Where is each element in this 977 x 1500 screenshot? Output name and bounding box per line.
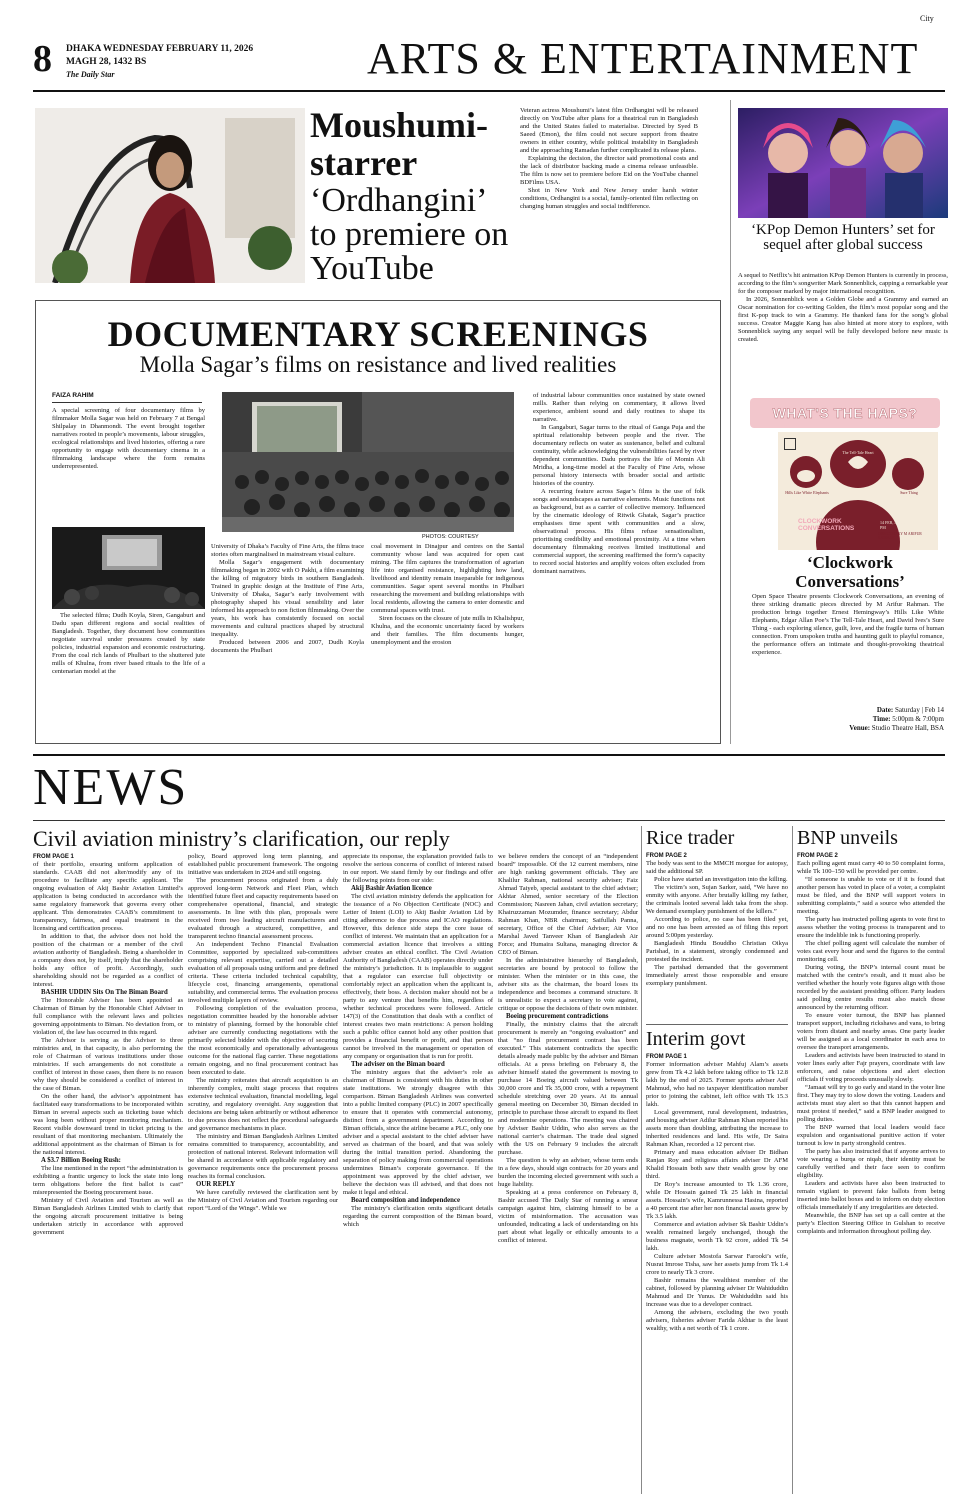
poster-item-3: Sure Thing (900, 490, 918, 495)
civil-c1-p2: In addition to that, the advisor does not hold the position of the chairman or a member of the civil aviation authority of Bangladesh. Being a shareholder in a company does not, by itself, imply that the shareholder holds any office of profit. Accordingly, such shareholding should not be regarded as a conflict of interest. (33, 933, 183, 988)
poster-date: 14 FEB, 5 PM & 7 PM (880, 520, 911, 530)
bnp-headline: BNP unveils (797, 827, 898, 849)
doc-col4-p1: of industrial labour communities once sustained by state owned mills. Rather than relying on commentary, it allows lived experience, ambient sound and daily routines to shape its narrative. (533, 392, 705, 423)
haps-banner-text: WHAT'S THE HAPS? (772, 405, 918, 421)
haps-banner (750, 398, 940, 428)
bnp-p10: The party has also instructed that if anyone arrives to vote wearing a burqa or niqab, their identity must be carefully verified and their face seen to confirm eligibility. (797, 1148, 945, 1179)
bnp-p7: Leaders and activists have been instructed to stand in voter lines early after Fajr prayers, coordinate with law enforcers, and raise objections and alert election officials if voting proceeds unusually slowly. (797, 1052, 945, 1083)
civil-headline: Civil aviation ministry’s clarification, our reply (33, 826, 450, 851)
haps-venue: Venue: Studio Theatre Hall, BSA (849, 724, 944, 732)
civil-c2-p2: The procurement process originated from a duly approved long-term Network and Fleet Plan, which identified future fleet and capacity requirements based on comprehensive operational, financial, and strategic assessments. In line with this plan, proposals were received from two leading aircraft manufacturers and evaluated through a structured, competitive, and transparent techno financial assessment process. (188, 877, 338, 940)
section-title: ARTS & ENTERTAINMENT (367, 34, 919, 83)
civil-c4b-p2: The question is why an adviser, whose term ends in a few days, should sign contracts for 20 years and burden the incoming elected government with such a huge liability. (498, 1157, 638, 1188)
haps-time: Time: 5:00pm & 7:00pm (872, 715, 944, 723)
moushumi-p1: Veteran actress Moushumi’s latest film Ordhangini will be released directly on YouTube after plans for a theatrical run in Bangladesh and the United States failed to materialise. Directed by Syed B Saeed (Emon), the film could not secure support from theatre owners in either country, while political instability in Bangladesh and the approaching Ramadan further complicated its release plans. (520, 107, 698, 154)
interim-p3: Primary and mass education adviser Dr Bidhan Ranjan Roy and religious affairs adviser Dr AFM Khalid Hossain both saw their wealth grow by one third. (646, 1149, 788, 1180)
haps-body (752, 593, 944, 683)
rice-p6: The parishad demanded that the government immediately arrest those responsible and ensure exemplary punishment. (646, 964, 788, 987)
interim-p1: Former information adviser Mahfuj Alam’s assets grew from Tk 4.2 lakh before taking office to Tk 12.8 lakh by the end of 2025. Former sports adviser Asif Mahmud, who had no taxpayer identification number prior to joining the cabinet, left office with Tk 15.3 lakh. (646, 1061, 788, 1108)
civil-c4b-p1: Finally, the ministry claims that the aircraft procurement is merely an “ongoing evaluation” and that “no final procurement contract has been executed.” This statement contradicts the specific details already made public by the adviser and Biman officials. At a press briefing on February 8, the adviser himself stated the government is moving to purchase 14 Boeing aircraft valued between Tk 30,000 crore and Tk 35,000 crore, with a repayment schedule stretching over 20 years. At its annual general meeting on December 30, Biman decided in principle to purchase those aircraft to expand its fleet and modernise operations. The meeting was chaired by Adviser Bashir Uddin, who also serves as the national carrier’s chairman. The trade deal signed with the US on February 9 includes the aircraft purchase. (498, 1021, 638, 1156)
bnp-p4: The chief polling agent will calculate the number of votes cast every hour and send the figures to the central monitoring cell. (797, 940, 945, 963)
doc-intro-p: A special screening of four documentary films by filmmaker Molla Sagar was held on February 7 at Bengal Shilpalay in Dhanmondi. The event brought together narratives rooted in people’s movements, labour struggles, ecological relationships and lived histories, offering a rare opportunity to engage with documentary cinema in a filmmaking landscape where the form remains underrepresented. (52, 407, 205, 470)
moushumi-photo (35, 108, 305, 283)
poster-item-2: The Tell-Tale Heart (842, 450, 874, 455)
bnp-p12: Meanwhile, the BNP has set up a call centre at the party’s Election Steering Office in Gulshan to receive complaints and information throughout polling day. (797, 1212, 945, 1235)
bnp-p8: “Jamaat will try to go early and stand in the voter line first. They may try to slow down the voting. Leaders and activists must stay alert so that this cannot happen and must protest if needed,” said a BNP leader assigned to polling duties. (797, 1084, 945, 1123)
interim-p2: Local government, rural development, industries, and housing adviser Adilur Rahman Khan reported his assets more than doubling, attributing the increase to inherited residences and land. His wife, Dr Saira Rahman Khan, recorded a 12 percent rise. (646, 1109, 788, 1148)
civil-c2-p6: The ministry and Biman Bangladesh Airlines Limited remains committed to transparency, accountability, and protection of national interest. Relevant information will be shared in accordance with applicable regulatory and governance requirements once the procurement process reaches its formal conclusion. (188, 1133, 338, 1180)
civil-c3c-p: The ministry argues that the adviser’s role as chairman of Biman is consistent with his duties in other state institutions. We strongly disagree with this comparison. Biman Bangladesh Airlines was converted into a public limited company (PLC) in 2007 specifically to ensure that it operates with commercial autonomy, distinct from a government department. According to Biman officials, since the airline became a PLC, only one adviser and a special assistant to the chief adviser have served as chairman of the board, and that was solely during the initial transition period. Abandoning the separation of policy making from commercial operations undermines Biman’s corporate governance. If the appointment was approved by the chief adviser, we believe the decision was ill advised, and that does not make it legal and ethical. (343, 1069, 493, 1196)
civil-c1-p1: of their portfolio, ensuring uniform application of standards. CAAB did not alter/modify any of its procedure to facilitate any specific applicant. The ongoing evaluation of Akij Bashir Aviation Limited’s application is being conducted in accordance with the same regulatory framework that governs every other applicant. This demonstrates CAAB’s commitment to transparency, fairness, and equal treatment in the licensing and certification process. (33, 861, 183, 932)
doc-col3-p1: coal movement in Dinajpur and centres on the Santal community whose land was acquired for open cast mining. The film captures the transformation of agrarian life into organised resistance, highlighting how land, livelihood and identity remain inseparable for indigenous communities. Sagar spent several months in Phulbari researching the movement and building relationships with local residents, allowing the camera to enter domestic and communal spaces with trust. (371, 543, 524, 614)
civil-c2-p1: policy, Board approved long term planning, and established public procurement framework. The ongoing initiative was undertaken in 2024 and still ongoing. (188, 853, 338, 876)
civil-c1b-p1: The Honorable Adviser has been appointed as Chairman of Biman by the Honorable Chief Adviser in full compliance with the relevant laws and policies governing appointments to Biman. No deviation from, or violation of, the law has occurred in this regard. (33, 997, 183, 1036)
news-section-title: NEWS (33, 759, 189, 816)
doc-col2 (211, 543, 364, 740)
bnp-from: FROM PAGE 2 (797, 853, 838, 859)
rice-headline: Rice trader (646, 827, 735, 849)
doc-photo-large (222, 392, 514, 532)
interim-p5: Commerce and aviation adviser Sk Bashir Uddin’s wealth remained largely unchanged, though the business magnate, worth Tk 92 crore, added Tk 54 lakh. (646, 1221, 788, 1252)
doc-col1-p: The selected films; Dudh Koyla, Siren, Gangaburi and Dadu span different regions and social realities of Bangladesh. Together, they document how communities negotiate survival under pressures created by state policies, industrial expansion and economic restructuring. From the coal rich lands of Phulbari to the shuttered jute mills of Khulna, from river based rituals to the life of a centenarian model at the (52, 612, 205, 675)
kpop-p2: In 2026, Sonnenblick won a Golden Globe and a Grammy and earned an Oscar nomination for co-writing Golden, the film’s most popular song and the first K-pop track to win a Grammy. He thanked fans for the song’s global success. Creator Maggie Kang has also hinted at more story to explore, with Sonnenblick saying any sequel will be fully developed before new music is created. (738, 296, 948, 343)
documentary-headline: DOCUMENTARY SCREENINGS (107, 314, 649, 354)
civil-c2-sub: OUR REPLY (196, 1181, 236, 1188)
interim-p4: Dr Roy’s increase amounted to Tk 1.36 crore, while Dr Hossain gained Tk 25 lakh in financial assets. Hossain’s wife, Kamrunnessa Hasina, reported a 40 percent rise after her non financial assets grew by Tk 3.5 lakh. (646, 1181, 788, 1220)
moushumi-headline-bold: Moushumi-starrer (310, 105, 489, 183)
moushumi-p2: Explaining the decision, the director said promotional costs and the lack of distributor backing made a cinema release unfeasible. The film is now set to premiere before Eid on the YouTube channel BDFilms USA. (520, 155, 698, 186)
interim-p7: Bashir remains the wealthiest member of the cabinet, followed by planning adviser Dr Wahiduddin Mahmud and Dr Yunus. Dr Wahiduddin said his increase was due to a developer contract. (646, 1277, 788, 1308)
civil-c4-p2: In the administrative hierarchy of Bangladesh, secretaries are bound by protocol to follow the minister. When the minister or in this case, the adviser sits as the chairman, the board loses its independence and becomes a command structure. It is unrealistic to expect a secretary to vote against, critique or oppose the decisions of their own minister. (498, 957, 638, 1012)
civil-c4-sub: Boeing procurement contradictions (506, 1013, 609, 1020)
doc-col4 (533, 392, 705, 740)
doc-photo-credit: PHOTOS: COURTESY (422, 534, 479, 540)
civil-c3-sub1: Akij Bashir Aviation licence (351, 885, 432, 892)
bnp-p11: Leaders and activists have also been instructed to remain vigilant to prevent fake ballots from being inserted into ballot boxes and to inform on duty election officials immediately if any irregularities are detected. (797, 1180, 945, 1211)
bnp-p5: During voting, the BNP’s internal count must be matched with the centre’s result, and it must also be verified whether the hourly vote figures align with those recorded by the assistant presiding officer. Party leaders said polling centre results must also match those announced by the returning officer. (797, 964, 945, 1011)
haps-schedule (752, 706, 944, 733)
poster-director: DIRECTED BY M ARIFUR RAHMAN (878, 532, 922, 540)
civil-c3-sub2: The adviser on the Biman board (351, 1061, 445, 1068)
civil-c1b-p3: On the other hand, the advisor’s appointment has facilitated easy transformations to be incorporated within Biman in several aspects such as ticketing issue which was long been without proper monitoring mechanism. Recent visible downward trend in ticket pricing is the resultant of that monitoring mechanism. Ultimately the additional appointment as the chairman of Biman is for the national interest. (33, 1093, 183, 1156)
interim-p8: Among the advisers, excluding the two youth advisers, fisheries adviser Farida Akhtar is the least wealthy, with a net worth of Tk 1 crore. (646, 1309, 788, 1332)
rice-p1: The body was sent to the MMCH morgue for autopsy, said the additional SP. (646, 860, 788, 875)
moushumi-headline: ‘Ordhangini’ to premiere on YouTube (310, 182, 509, 287)
bnp-p6: To ensure voter turnout, the BNP has planned transport support, including rickshaws and vans, to bring voters from distant and nearby areas. One party leader will be assigned as a local coordinator in each area to oversee the transport arrangements. (797, 1012, 945, 1051)
civil-c1-sub1: BASHIR UDDIN Sits On The Biman Board (41, 989, 168, 996)
bangla-date: MAGH 28, 1432 BS (66, 57, 147, 67)
rice-p4: According to police, no case has been filed yet, and no one has been arrested as of filing this report around 5:00pm yesterday. (646, 916, 788, 939)
bnp-p2: “If someone is unable to vote or if it is found that another person has voted in place of a voter, a complaint must be filed, and the BNP will support voters in submitting complaints,” said a source who attended the meeting. (797, 876, 945, 915)
paper-logo: The Daily Star (66, 70, 115, 79)
doc-col3-p2: Siren focuses on the closure of jute mills in Khalishpur, Khulna, and the economic uncertainty faced by workers and their families. The film documents hunger, unemployment and the erosion (371, 615, 524, 646)
doc-col1-bottom (52, 612, 205, 740)
doc-col4-p3: A recurring feature across Sagar’s films is the use of folk songs and soundscapes as narrative elements. Music functions not as background, but as a carrier of collective memory. Influenced by the cinematic ideology of Ritwik Ghatak, Sagar’s practice emphasises time spent with communities and a slow, observational process. His films refuse sensationalism, prioritising credibility and emotional proximity. At a time when documentary filmmaking receives limited institutional and commercial support, the screening reaffirmed the form’s capacity to record social histories and amplify voices often excluded from dominant narratives. (533, 488, 705, 575)
haps-date: Date: Saturday | Feb 14 (876, 706, 944, 714)
civil-c3b-p: The civil aviation ministry defends the application for the issuance of a No Objection Certificate (NOC) and Letter of Intent (LOI) to Akij Bashir Aviation Ltd by citing adherence to due process and ICAO regulations. However, this defence side steps the core issue of conflict of interest. We maintain that an application for a commercial aviation licence that involves a sitting adviser creates an ethical conflict. The Civil Aviation Authority of Bangladesh (CAAB) operates directly under the ministry’s jurisdiction. It is implausible to suggest that a regulator can exercise full objectivity or comfortably reject an application when the applicant is, effectively, their boss. A decision maker should not be a party to any venture that benefits him, regardless of whether technical procedures were followed. Article 147(3) of the Constitution that deals with a conflict of interest creates two main restrictions: A person holding such a public office cannot hold any other position that provides a financial benefit or profit, and that person cannot be involved in the management or operation of any company or organisation that is run for profit. (343, 893, 493, 1060)
doc-photo-small (52, 527, 205, 609)
civil-from: FROM PAGE 1 (33, 854, 74, 860)
haps-p1: Open Space Theatre presents Clockwork Conversations, an evening of three striking dramatic pieces directed by M Arifur Rahman. The production brings together Ernest Hemingway’s Hills Like White Elephants, Edgar Allan Poe’s The Tell-Tale Heart, and David Ives’s Sure Thing - each exploring silence, guilt, love, and the fragile turns of human connection. From unspoken truths and haunting guilt to playful romance, the performance offers an intimate and thought-provoking theatrical experience. (752, 593, 944, 656)
haps-headline: ‘Clockwork Conversations’ (795, 553, 905, 591)
bnp-p1: Each polling agent must carry 40 to 50 complaint forms, while Tk 100–150 will be provided per centre. (797, 860, 945, 875)
rice-body (646, 852, 788, 1020)
documentary-subhead: Molla Sagar’s films on resistance and lived realities (139, 352, 617, 377)
civil-c1c-p1: The line mentioned in the report “the administration is exhibiting a frantic urgency to lock the state into long term obligations before the first ballot is cast” misrepresented the Boeing procurement issue. (33, 1165, 183, 1196)
doc-col2-p1: University of Dhaka’s Faculty of Fine Arts, the films trace stories often marginalised in mainstream visual culture. (211, 543, 364, 558)
civil-c1c-p2: Ministry of Civil Aviation and Tourism as well as Biman Bangladesh Airlines Limited wish to clarify that the ongoing aircraft procurement initiative is being undertaken strictly in accordance with approved government (33, 1197, 183, 1236)
kpop-headline: ‘KPop Demon Hunters’ set for sequel after global success (751, 222, 935, 253)
civil-col4 (498, 853, 638, 1493)
doc-col4-p2: In Gangaburi, Sagar turns to the ritual of Ganga Puja and the spiritual relationship between people and the river. The documentary reflects on water as sustenance, belief and cultural continuity, while acknowledging the vulnerabilities faced by river dependent communities. Dadu portrays the life of Momin Ali Mridha, a long-time model at the Faculty of Fine Arts, whose personal history intersects with broader social and artistic histories of the country. (533, 424, 705, 487)
interim-p6: Culture adviser Mostofa Sarwar Farooki’s wife, Nusrat Imrose Tisha, saw her assets jump from Tk 1.4 crore to nearly Tk 3 crore. (646, 1253, 788, 1276)
civil-c2-p3: An independent Techno Financial Evaluation Committee, supported by specialized sub-committees comprising relevant expertise, carried out a detailed evaluation of all proposals using uniform and pre defined criteria. These criteria included technical capability, lifecycle cost, financing arrangements, operational suitability, and commercial terms. The evaluation process involved multiple layers of review. (188, 941, 338, 1004)
civil-col3 (343, 853, 493, 1493)
interim-body (646, 1053, 788, 1493)
interim-from: FROM PAGE 1 (646, 1054, 687, 1060)
civil-c1b-p2: The Advisor is serving as the Adviser to three ministries and, in that capacity, is also performing the role of Chairman of various institutions under those ministries. If such arrangements do not constitute a conflict of interest in those cases, then there is no reason why they should be considered a conflict of interest in the case of Biman. (33, 1037, 183, 1092)
kpop-p1: A sequel to Netflix’s hit animation KPop Demon Hunters is currently in process, according to the film’s songwriter Mark Sonnenblick, capping a remarkable year for the composer marked by major international recognition. (738, 272, 948, 295)
moushumi-p3: Shot in New York and New Jersey under harsh winter conditions, Ordhangini is a social, family-oriented film reflecting on changing human struggles and social indifference. (520, 187, 698, 210)
civil-c4b-p3: Speaking at a press conference on February 8, Bashir accused The Daily Star of running a smear campaign against him, claiming himself to be a victim of misinformation. The accusation was unfounded, indicating a lack of understanding on his part about what legally or ethically amounts to a conflict of interest. (498, 1189, 638, 1244)
bnp-p3: The party has instructed polling agents to vote first to assess whether the voting process is transparent and to ensure the indelible ink is functioning properly. (797, 916, 945, 939)
doc-col2-p2: Molla Sagar’s engagement with documentary filmmaking began in 2002 with O Pakhi, a film examining the killing of migratory birds in southern Bangladesh. Trained in graphic design at the Institute of Fine Arts, University of Dhaka, Sagar’s early involvement with photography shaped his visual sensibility and later informed his approach to non fiction filmmaking. Over the years, his work has consistently focused on social movements and cultural practices shaped by structural inequality. (211, 559, 364, 638)
bnp-p9: The BNP warned that local leaders would face expulsion and organisational punitive action if voter turnout is low in party stronghold centres. (797, 1124, 945, 1147)
civil-c3d-p: The ministry’s clarification omits significant details regarding the current composition of the Biman board, which (343, 1205, 493, 1228)
kpop-body (738, 272, 948, 372)
doc-intro (52, 407, 205, 522)
poster-title: CLOCKWORK CONVERSATIONS (798, 518, 855, 532)
civil-c3-sub3: Board composition and independence (351, 1197, 460, 1204)
bnp-body (797, 852, 945, 1493)
date-line: DHAKA WEDNESDAY FEBRUARY 11, 2026 (66, 44, 254, 54)
civil-c2b-p: We have carefully reviewed the clarification sent by the Ministry of Civil Aviation and Tourism regarding our report “Lord of the Wings”. While we (188, 1189, 338, 1212)
interim-headline: Interim govt (646, 1028, 746, 1050)
moushumi-body (520, 107, 698, 290)
civil-c3-p1: appreciate its response, the explanation provided fails to resolve the serious concerns of conflict of interest raised in our report. We stand firmly by our findings and offer the following points from our side: (343, 853, 493, 884)
page-number: 8 (33, 38, 52, 80)
civil-c2-p5: The ministry reiterates that aircraft acquisition is an inherently complex, multi stage process that requires extensive technical evaluation, financial modelling, legal scrutiny, and regulatory oversight. Any suggestion that decisions are being taken arbitrarily or without adherence to due process does not reflect the procedural safeguards and governance mechanisms in place. (188, 1077, 338, 1132)
civil-c2-p4: Following completion of the evaluation process, negotiation committee headed by the honorable adviser to ministry of planning, formed by the honorable chief adviser are currently conducting negotiations with the primarily selected bidder with the objective of securing the most economically and operationally advantageous outcome for the national flag carrier. These negotiations remain ongoing, and no final procurement contract has been executed to date. (188, 1005, 338, 1076)
doc-col3 (371, 543, 524, 740)
civil-col1 (33, 853, 183, 1493)
civil-c1-sub2: A $3.7 Billion Boeing Rush: (41, 1157, 121, 1164)
rice-from: FROM PAGE 2 (646, 853, 687, 859)
civil-col2 (188, 853, 338, 1493)
civil-c4-p1: we believe renders the concept of an “independent board” impossible. Of the 12 current members, nine are high ranking government officials. They are Khalilur Rahman, national security adviser; Faiz Ahmad Taiyeb, special assistant to the chief adviser; Akhtar Ahmed, senior secretary of the Election Commission; Nasreen Jahan, civil aviation secretary; Khairuzzaman Mozumder, finance secretary; Abdur Rahman Khan, NBR chairman; Saifullah Panna, secretary, Office of the Chief Adviser; Air Vice Marshal Javed Tanveer Khan of Bangladesh Air Force; and Humaira Sultana, managing director & CEO of Biman. (498, 853, 638, 956)
rice-p5: Bangladesh Hindu Bouddho Christian Oikya Parishad, in a statement, strongly condemned and protested the incident. (646, 940, 788, 963)
section-tag: City (920, 14, 934, 23)
haps-poster (778, 432, 938, 550)
documentary-byline: FAIZA RAHIM (52, 392, 94, 399)
rice-p2: Police have started an investigation into the killing. (654, 876, 788, 883)
kpop-image (738, 108, 948, 218)
doc-col2-p3: Produced between 2006 and 2007, Dudh Koyla documents the Phulbari (211, 639, 364, 654)
poster-item-1: Hills Like White Elephants (785, 490, 829, 495)
rice-p3: The victim’s son, Sujan Sarker, said, “We have no enmity with anyone. After brutally killing my father, the criminals looted several lakh taka from the shop. We demand exemplary punishment of the killers.” (646, 884, 788, 915)
